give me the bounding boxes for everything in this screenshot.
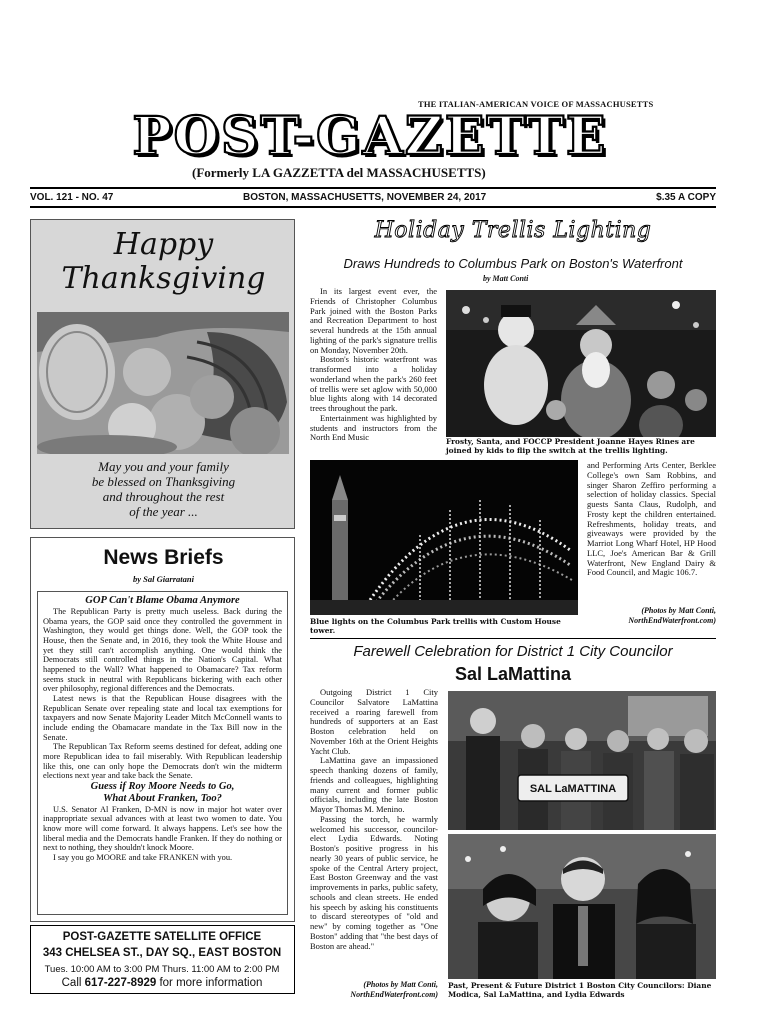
trellis-photo-credit [587, 606, 716, 626]
article-paragraph: Outgoing District 1 City Councilor Salvatore LaMattina received a roaring farewell from hundreds of supporters at an East Boston celebration held on November 16th at the Orient Heights Yacht Club. [310, 688, 438, 756]
trellis-byline: by Matt Conti [483, 274, 529, 283]
phone-number: 617-227-8929 [84, 977, 157, 989]
cornucopia-photo [37, 312, 289, 454]
santa-frosty-photo [446, 290, 716, 437]
news-brief-headline-2-line2: What About Franken, Too? [103, 792, 222, 804]
masthead-title: POST-GAZETTE [132, 106, 608, 167]
thanksgiving-box [30, 219, 295, 529]
news-brief-paragraph: I say you go MOORE and take FRANKEN with you. [53, 853, 233, 863]
volume-number: VOL. 121 - NO. 47 [30, 192, 114, 203]
farewell-credit-line1: (Photos by Matt Conti, [363, 980, 438, 989]
price: $.35 A COPY [656, 192, 716, 203]
news-briefs-title: News Briefs [103, 546, 224, 569]
thanksgiving-message-line2: be blessed on Thanksgiving [91, 474, 236, 489]
farewell-credit-line2: NorthEndWaterfront.com) [350, 990, 438, 999]
news-brief-headline-1: GOP Can't Blame Obama Anymore [85, 595, 240, 606]
dateline-bar [30, 190, 716, 206]
thanksgiving-title-line1: Happy [113, 227, 214, 262]
photo-caption-santa: Frosty, Santa, and FOCCP President Joanne Hayes Rines are joined by kids to flip the switch at the trellis lighting. [446, 437, 695, 455]
masthead-formerly: (Formerly LA GAZZETTA del MASSACHUSETTS) [192, 165, 486, 180]
satellite-office-hours: Tues. 10:00 AM to 3:00 PM Thurs. 11:00 AM to 2:00 PM [44, 964, 280, 975]
news-briefs-byline: by Sal Giarratani [133, 574, 194, 584]
news-brief-headline-2 [43, 781, 282, 805]
top-rule [30, 187, 716, 189]
farewell-headline: Farewell Celebration for District 1 City Councilor [353, 643, 673, 660]
article-paragraph: In its largest event ever, the Friends of Christopher Columbus Park joined with the Boston Parks and Recreation Department to host several hundreds at the 15th annual lighting of the park's signature trellis on Monday, November 20th. [310, 287, 437, 355]
news-briefs-content [37, 591, 288, 915]
thanksgiving-message-line1: May you and your family [98, 459, 229, 474]
trellis-article-column-2 [587, 461, 716, 603]
article-paragraph: Boston's historic waterfront was transformed into a holiday wonderland when the park's 260 feet of trellis were set aglow with 50,000 blue lights along with 14 decorated trees throughout the park. [310, 354, 437, 413]
bottom-rule [30, 206, 716, 208]
article-paragraph: LaMattina gave an impassioned speech thanking dozens of family, friends and colleagues, highlighting many current and former public officials, including the late Boston Mayor Thomas M. Menino. [310, 755, 438, 814]
satellite-office-phone-line [31, 977, 293, 989]
thanksgiving-message-line3: and throughout the rest [102, 489, 225, 504]
councilors-photo [448, 834, 716, 979]
thanksgiving-message-line4: of the year ... [129, 504, 198, 519]
news-brief-paragraph: U.S. Senator Al Franken, D-MN is now in major hot water over inappropriate sexual advances with at least two women to date. You know more will come forward. It always happens. Let's see how the liberal media and the Democrats handle Franken. If they do nothing or next to nothing, they shouldn't knock Moore. [43, 804, 282, 853]
article-paragraph: Entertainment was highlighted by students and instructors from the North End Music [310, 412, 437, 443]
thanksgiving-title [31, 228, 296, 296]
dateline: BOSTON, MASSACHUSETTS, NOVEMBER 24, 2017 [243, 192, 487, 203]
news-brief-headline-2-line1: Guess if Roy Moore Needs to Go, [90, 780, 235, 792]
farewell-photo-credit [310, 980, 438, 1000]
section-rule [310, 638, 716, 639]
trellis-credit-line2: NorthEndWaterfront.com) [628, 616, 716, 625]
thanksgiving-title-line2: Thanksgiving [61, 261, 266, 296]
article-paragraph-continued: and Performing Arts Center, Berklee College's own Sam Robbins, and singer Sharon Zeffiro performing a selection of holiday classics. Special guests Santa Claus, Rudolph, and Frosty kept the children entertained. Refreshments, holiday treats, and giveaways were provided by the Marriot Long Wharf Hotel, HP Hood LLC, Joe's American Bar & Grill Waterfront, New England Dairy & Food Council, and Magic 106.7. [587, 461, 716, 578]
trellis-article-column-1 [310, 287, 437, 453]
trellis-credit-line1: (Photos by Matt Conti, [641, 606, 716, 615]
phone-prefix: Call [61, 977, 85, 989]
phone-suffix: for more information [156, 977, 263, 989]
masthead-tagline: THE ITALIAN-AMERICAN VOICE OF MASSACHUSETTS [418, 99, 654, 109]
article-paragraph: Passing the torch, he warmly welcomed his successor, councilor-elect Lydia Edwards. Noting Boston's positive progress in his nearly 30 years of public service, he spoke of the Central Artery project, East Boston Greenway and the vast improvements in parks, public safety, schools and clean streets. He ended his speech by asking his constituents to discard stereotypes of "old and new" by coming together as "One Boston" adding that "the best days of Boston are ahead." [310, 813, 438, 951]
trellis-headline: Holiday Trellis Lighting [374, 218, 652, 243]
trellis-lights-photo [310, 460, 578, 615]
thanksgiving-message [31, 459, 296, 519]
satellite-office-address: 343 CHELSEA ST., DAY SQ., EAST BOSTON [42, 947, 282, 959]
lamattina-group-photo [448, 691, 716, 830]
satellite-office-title: POST-GAZETTE SATELLITE OFFICE [62, 931, 262, 943]
news-briefs-box [30, 537, 295, 922]
photo-caption-councilors: Past, Present & Future District 1 Boston City Councilors: Diane Modica, Sal LaMattina, and Lydia Edwards [448, 981, 712, 999]
news-brief-paragraph: The Republican Tax Reform seems destined for defeat, adding one more Republican idea to fail miserably. With Republican leadership like this, one can only hope the Democrats don't win the midterm elections next year and take back the Senate. [43, 742, 282, 781]
farewell-subheadline: Sal LaMattina [454, 664, 572, 684]
photo-caption-trellis: Blue lights on the Columbus Park trellis with Custom House tower. [310, 617, 561, 635]
trellis-subheadline: Draws Hundreds to Columbus Park on Boston's Waterfront [343, 256, 683, 271]
satellite-office-box [30, 925, 295, 994]
farewell-article-column [310, 688, 438, 978]
lamattina-sign-text: SAL LaMATTINA [529, 783, 617, 795]
news-brief-paragraph: Latest news is that the Republican House disagrees with the Republican Senate over repealing state and local tax exemptions for taxpayers and now Senate Majority Leader Mitch McConnell wants to include ending the Obamacare mandate in the Tax Bill now in the Senate. [43, 693, 282, 742]
news-brief-paragraph: The Republican Party is pretty much useless. Back during the Obama years, the GOP said once they controlled the government in Washington, they would get things done. Well, the GOP took the House, then the Senate and, in 2016, they took the White House and yet they still can't accomplish anything. One would think the Democrats still controlled things in the Nation's Capital. What happened to the Wall? What happened to Obamacare? Tax reform seems stuck in neutral with Republicans bickering with each other over philosophy, regional differences and the Democrats. [43, 607, 282, 694]
